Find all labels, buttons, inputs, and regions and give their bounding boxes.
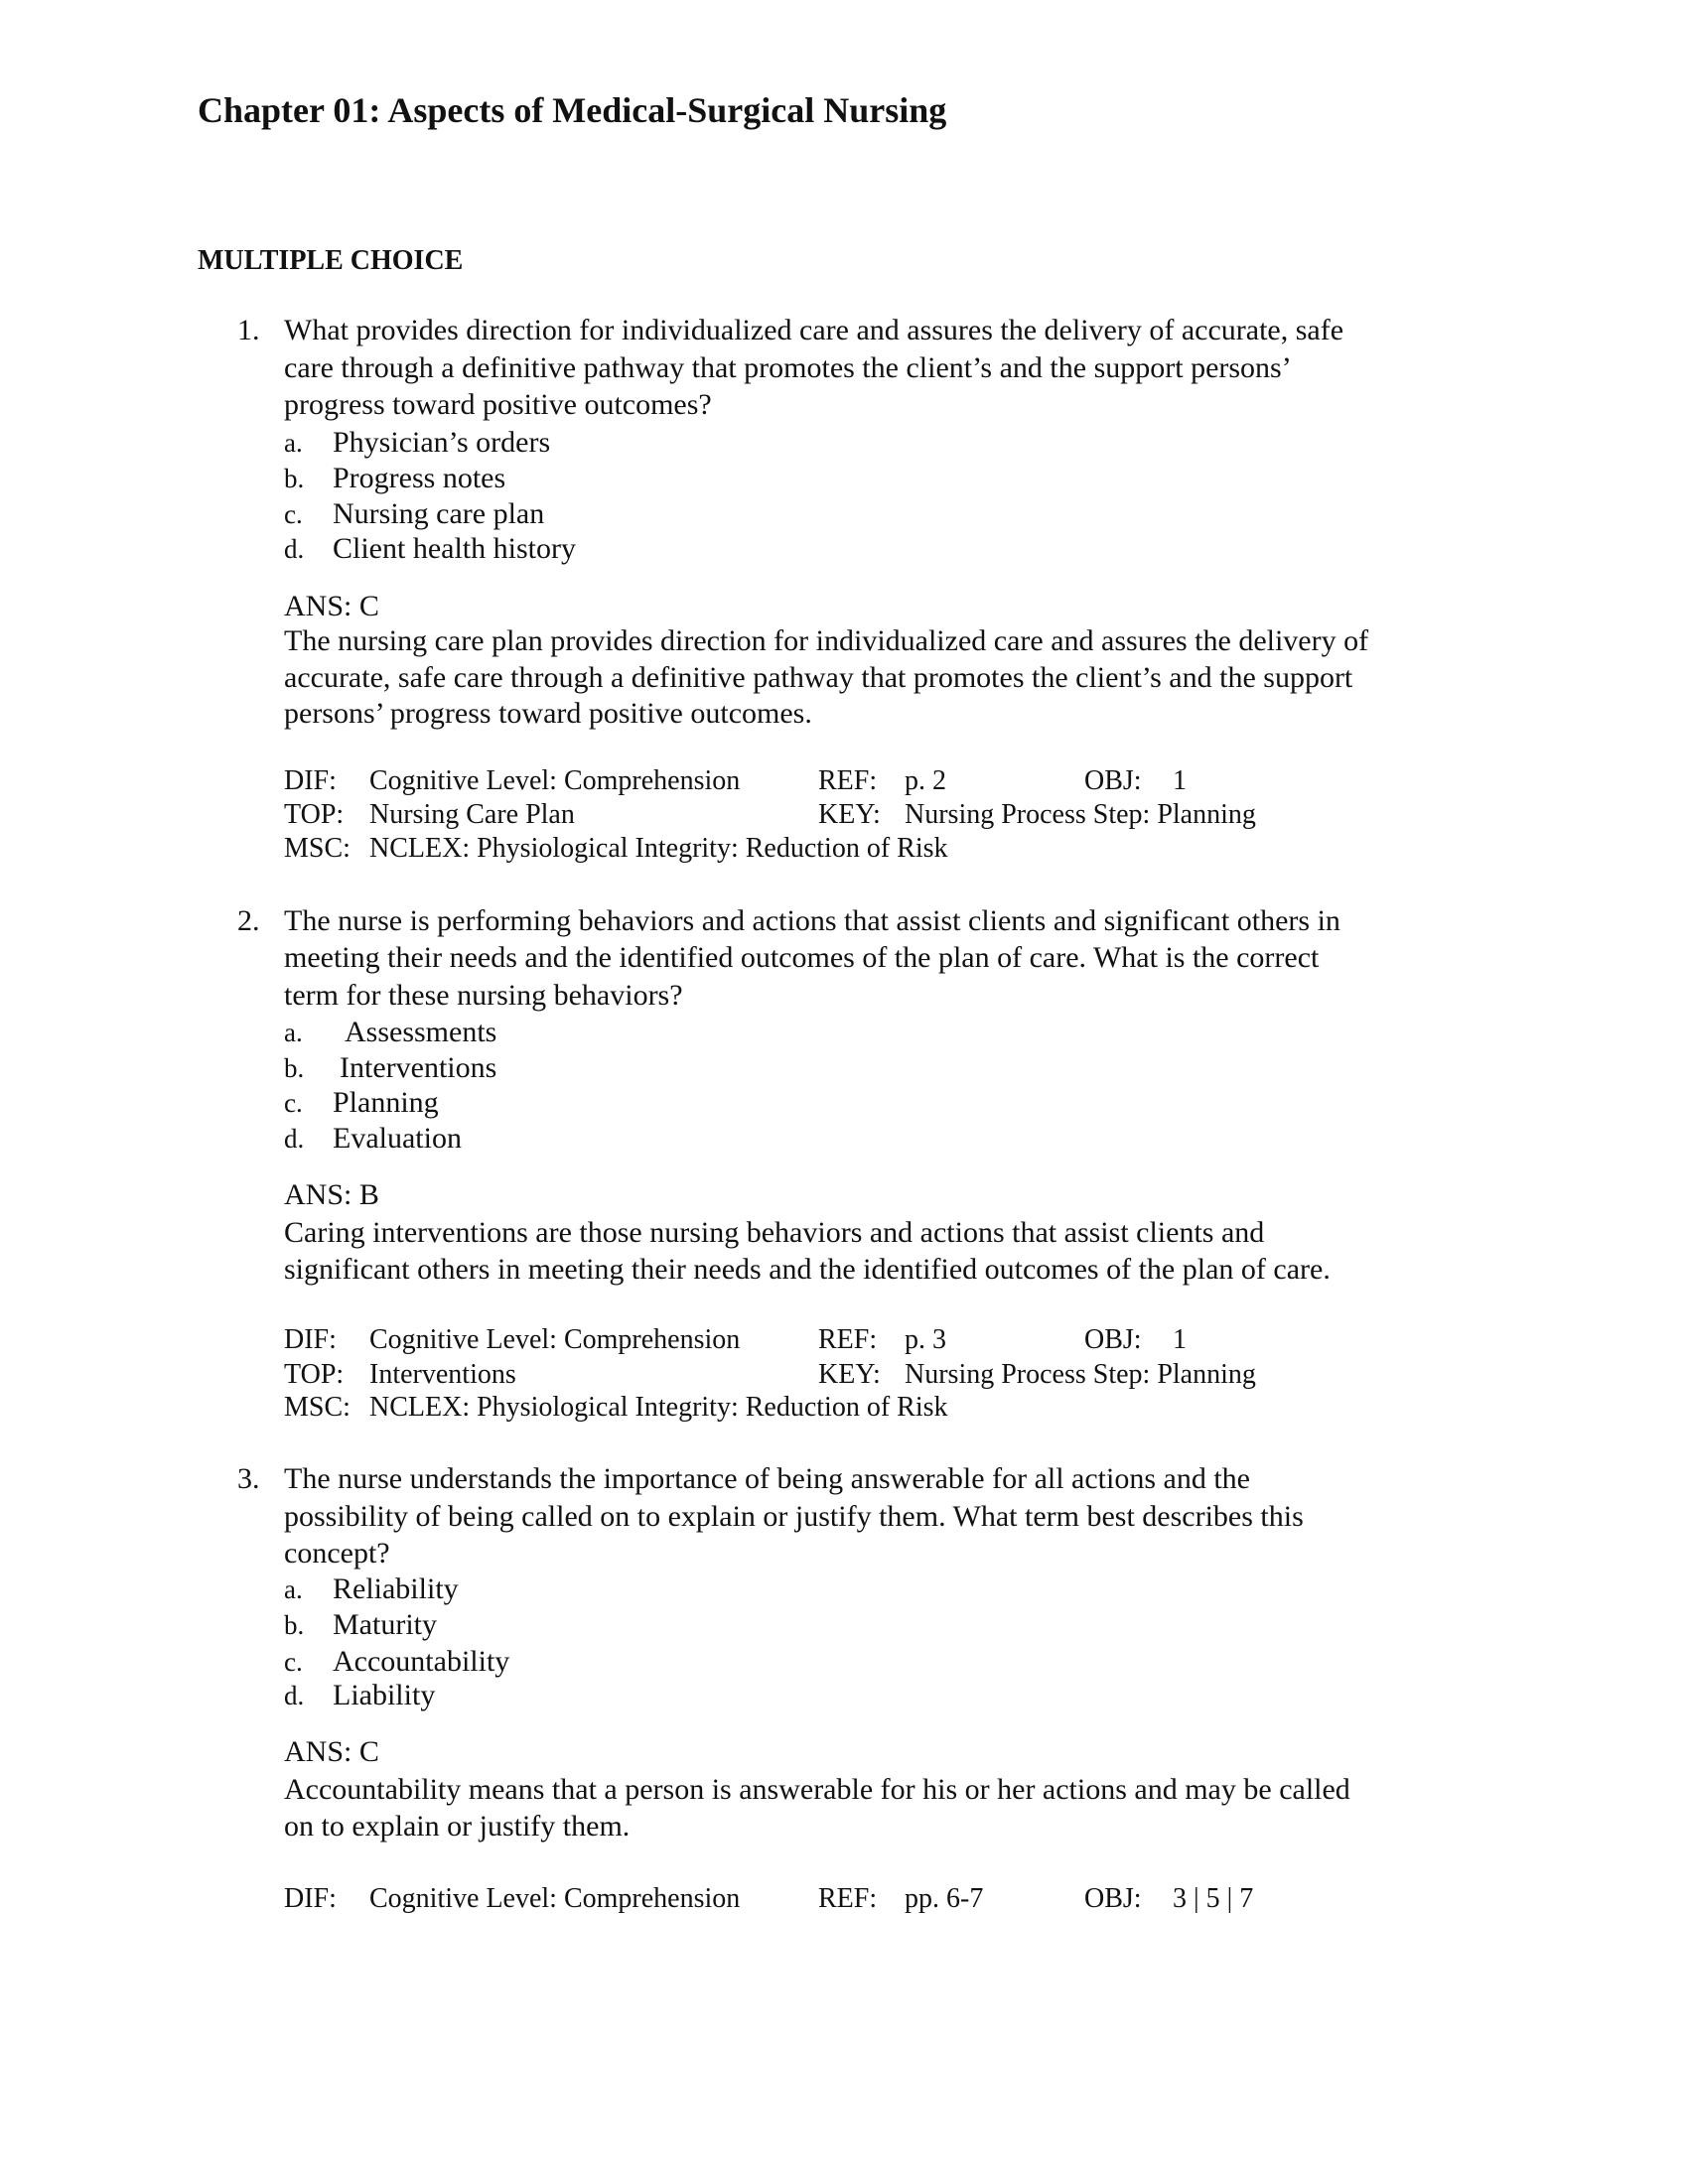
dif-value: Cognitive Level: Comprehension — [369, 1324, 741, 1355]
ref-label: REF: — [818, 1324, 878, 1355]
question-stem-line: meeting their needs and the identified outcomes of the plan of care. What is the correct — [284, 941, 1320, 974]
option-text: Physician’s orders — [333, 426, 551, 459]
dif-value: Cognitive Level: Comprehension — [369, 765, 741, 796]
rationale-line: accurate, safe care through a definitive pathway that promotes the client’s and the support — [284, 661, 1353, 694]
question-number: 2. — [237, 904, 260, 937]
msc-label: MSC: — [284, 1392, 351, 1423]
option-text: Progress notes — [333, 462, 506, 494]
rationale-line: Accountability means that a person is answerable for his or her actions and may be called — [284, 1773, 1350, 1806]
page-title: Chapter 01: Aspects of Medical-Surgical Nursing — [198, 90, 947, 130]
key-value: Nursing Process Step: Planning — [905, 799, 1256, 830]
dif-label: DIF: — [284, 1324, 337, 1355]
option-letter: c. — [284, 1647, 303, 1677]
msc-value: NCLEX: Physiological Integrity: Reduction of Risk — [369, 1392, 948, 1423]
key-label: KEY: — [818, 1359, 881, 1390]
question-number: 1. — [237, 314, 260, 346]
question-stem-line: The nurse is performing behaviors and actions that assist clients and significant others in — [284, 904, 1340, 937]
ref-value: pp. 6-7 — [905, 1883, 984, 1914]
question-stem-line: The nurse understands the importance of being answerable for all actions and the — [284, 1462, 1250, 1495]
option-letter: c. — [284, 499, 303, 529]
option-text: Interventions — [340, 1051, 497, 1084]
option-letter: d. — [284, 534, 305, 564]
option-text: Assessments — [345, 1016, 497, 1048]
option-text: Maturity — [333, 1608, 437, 1641]
dif-label: DIF: — [284, 1883, 337, 1914]
obj-label: OBJ: — [1084, 1324, 1142, 1355]
top-value: Nursing Care Plan — [369, 799, 575, 830]
top-value: Interventions — [369, 1359, 516, 1390]
option-text: Nursing care plan — [333, 497, 545, 530]
obj-value: 1 — [1173, 1324, 1187, 1355]
option-letter: d. — [284, 1681, 305, 1710]
obj-label: OBJ: — [1084, 1883, 1142, 1914]
dif-label: DIF: — [284, 765, 337, 796]
option-text: Client health history — [333, 532, 576, 565]
option-letter: b. — [284, 464, 305, 493]
question-stem-line: possibility of being called on to explain or justify them. What term best describes this — [284, 1500, 1304, 1533]
option-letter: a. — [284, 1574, 303, 1604]
option-text: Reliability — [333, 1572, 459, 1605]
option-text: Planning — [333, 1086, 439, 1119]
obj-value: 3 | 5 | 7 — [1173, 1883, 1254, 1914]
section-heading: MULTIPLE CHOICE — [198, 245, 464, 276]
ref-value: p. 3 — [905, 1324, 946, 1355]
rationale-line: on to explain or justify them. — [284, 1810, 631, 1843]
option-letter: b. — [284, 1053, 305, 1083]
question-stem-line: concept? — [284, 1537, 390, 1570]
option-letter: b. — [284, 1610, 305, 1640]
question-stem-line: care through a definitive pathway that promotes the client’s and the support persons’ — [284, 351, 1292, 384]
msc-label: MSC: — [284, 833, 351, 864]
answer-key: ANS: C — [284, 1735, 379, 1768]
option-letter: a. — [284, 428, 303, 458]
rationale-line: The nursing care plan provides direction for individualized care and assures the delivery of — [284, 624, 1369, 657]
rationale-line: Caring interventions are those nursing behaviors and actions that assist clients and — [284, 1216, 1265, 1249]
top-label: TOP: — [284, 1359, 345, 1390]
answer-key: ANS: B — [284, 1178, 379, 1211]
question-stem-line: term for these nursing behaviors? — [284, 979, 683, 1012]
ref-label: REF: — [818, 1883, 878, 1914]
option-text: Evaluation — [333, 1122, 462, 1155]
option-letter: d. — [284, 1124, 305, 1154]
question-stem-line: progress toward positive outcomes? — [284, 388, 712, 421]
obj-label: OBJ: — [1084, 765, 1142, 796]
ref-label: REF: — [818, 765, 878, 796]
option-letter: a. — [284, 1018, 303, 1047]
ref-value: p. 2 — [905, 765, 946, 796]
option-letter: c. — [284, 1088, 303, 1118]
key-label: KEY: — [818, 799, 881, 830]
obj-value: 1 — [1173, 765, 1187, 796]
msc-value: NCLEX: Physiological Integrity: Reduction of Risk — [369, 833, 948, 864]
answer-key: ANS: C — [284, 590, 379, 622]
top-label: TOP: — [284, 799, 345, 830]
dif-value: Cognitive Level: Comprehension — [369, 1883, 741, 1914]
key-value: Nursing Process Step: Planning — [905, 1359, 1256, 1390]
question-number: 3. — [237, 1462, 260, 1495]
rationale-line: persons’ progress toward positive outcomes. — [284, 697, 812, 730]
option-text: Liability — [333, 1679, 436, 1711]
option-text: Accountability — [333, 1645, 510, 1678]
rationale-line: significant others in meeting their needs and the identified outcomes of the plan of care. — [284, 1253, 1331, 1286]
question-stem-line: What provides direction for individualized care and assures the delivery of accurate, safe — [284, 314, 1344, 346]
